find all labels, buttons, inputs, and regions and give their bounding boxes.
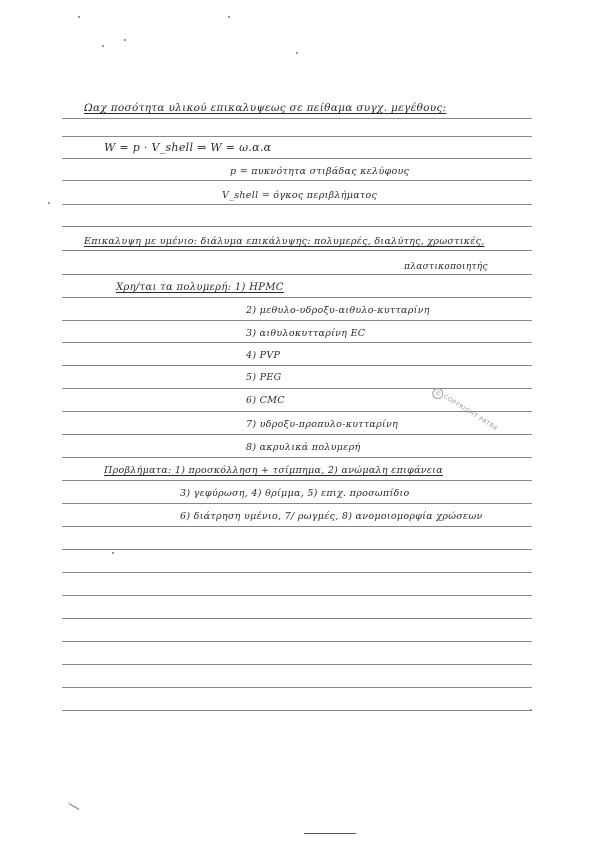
ruled-line bbox=[62, 320, 532, 321]
ruled-line bbox=[62, 595, 532, 596]
scan-speck bbox=[296, 52, 298, 54]
problems-continued: 6) διάτρηση υμένιο, 7/ ρωγμές, 8) ανομοιομορφία χρώσεων bbox=[180, 511, 483, 522]
definition-density: p = πυκνότητα στιβάδας κελύφους bbox=[230, 166, 410, 177]
ruled-line bbox=[62, 204, 532, 205]
ruled-line bbox=[62, 687, 532, 688]
ruled-line bbox=[62, 710, 532, 711]
ruled-line bbox=[62, 365, 532, 366]
ruled-line bbox=[62, 297, 532, 298]
ruled-line bbox=[62, 480, 532, 481]
heading-film-coating: Επικαλυψη με υμένιο: διάλυμα επικάλυψης: πολυμερές, διαλύτης, χρωστικές, bbox=[84, 236, 485, 247]
copyright-stamp bbox=[417, 386, 497, 455]
scan-speck bbox=[124, 39, 126, 41]
ruled-line bbox=[62, 180, 532, 181]
film-coating-continued: πλαστικοποιητής bbox=[404, 262, 488, 272]
ruled-line bbox=[62, 118, 532, 119]
ruled-line bbox=[62, 664, 532, 665]
ruled-line bbox=[62, 526, 532, 527]
footer-line bbox=[304, 833, 356, 834]
copyright-icon: © bbox=[430, 386, 445, 401]
ruled-line bbox=[62, 388, 532, 389]
heading-coating-quantity: Ωαχ ποσότητα υλικού επικαλυψεως σε πείθαμα συγχ. μεγέθους: bbox=[84, 102, 447, 114]
ruled-line bbox=[62, 572, 532, 573]
ruled-line bbox=[62, 457, 532, 458]
scan-mark bbox=[69, 803, 80, 810]
ruled-line bbox=[62, 549, 532, 550]
ruled-line bbox=[62, 136, 532, 137]
polymer-item: 2) μεθυλο-υδροξυ-αιθυλο-κυτταρίνη bbox=[246, 305, 430, 316]
ruled-line bbox=[62, 503, 532, 504]
scan-speck bbox=[112, 552, 114, 554]
polymer-item: 8) ακρυλικά πολυμερή bbox=[246, 442, 361, 453]
scan-speck bbox=[530, 709, 532, 711]
polymer-item: 5) PEG bbox=[246, 372, 282, 383]
stamp-label: COPYRIGHT PATRA bbox=[441, 393, 499, 433]
ruled-line bbox=[62, 250, 532, 251]
ruled-line bbox=[62, 618, 532, 619]
heading-polymers: Χρη/ται τα πολυμερή: 1) HPMC bbox=[116, 282, 284, 293]
polymer-item: 7) υδροξυ-προπυλο-κυτταρίνη bbox=[246, 419, 399, 430]
definition-shell-volume: V_shell = όγκος περιβλήματος bbox=[222, 190, 378, 201]
ruled-line bbox=[62, 158, 532, 159]
formula-weight: W = p · V_shell ⇒ W = ω.α.α bbox=[104, 141, 272, 154]
scan-speck bbox=[78, 16, 80, 18]
ruled-line bbox=[62, 274, 532, 275]
ruled-line bbox=[62, 342, 532, 343]
polymer-item: 3) αιθυλοκυτταρίνη EC bbox=[246, 328, 366, 339]
heading-problems: Προβλήματα: 1) προσκόλληση + τσίμπημα, 2) ανώμαλη επιφάνεια bbox=[104, 465, 444, 476]
ruled-line bbox=[62, 641, 532, 642]
scan-speck bbox=[102, 45, 104, 47]
problems-continued: 3) γεφύρωση, 4) θρίμμα, 5) επιχ. προσωπίδιο bbox=[180, 488, 410, 499]
scan-speck bbox=[228, 16, 230, 18]
scan-speck bbox=[48, 202, 50, 204]
polymer-item: 6) CMC bbox=[246, 395, 285, 406]
ruled-line bbox=[62, 226, 532, 227]
polymer-item: 4) PVP bbox=[246, 350, 281, 361]
